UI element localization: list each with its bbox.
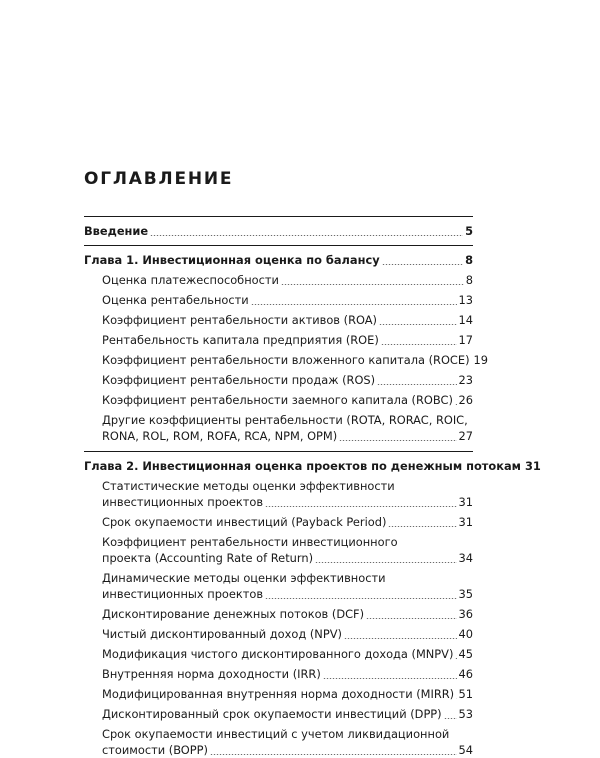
leader-dots [455, 404, 457, 405]
toc-entry-page: 31 [459, 514, 474, 530]
toc-entry-page: 54 [459, 742, 474, 758]
toc-heading: ОГЛАВЛЕНИЕ [84, 169, 233, 189]
toc-entry-title-line1: Срок окупаемости инвестиций с учетом ликвидационной [102, 726, 473, 742]
leader-dots [344, 638, 457, 639]
toc-entry[interactable] [84, 332, 473, 348]
toc-entry[interactable] [84, 514, 473, 530]
toc-entry[interactable] [84, 392, 473, 408]
leader-dots [455, 658, 456, 659]
toc-entry-chapter-2[interactable] [84, 458, 473, 474]
toc-entry[interactable] [84, 372, 473, 388]
toc-entry[interactable] [84, 412, 473, 444]
toc-entry-page: 27 [459, 428, 474, 444]
toc-entry-page: 51 [459, 686, 474, 702]
toc-entry-page: 8 [465, 252, 473, 268]
toc-entry[interactable] [84, 272, 473, 288]
leader-dots [381, 344, 457, 345]
toc-entry-title: Оценка рентабельности [102, 292, 249, 308]
leader-dots [251, 304, 457, 305]
toc-entry-title: Оценка платежеспособности [102, 272, 279, 288]
toc-entry[interactable] [84, 626, 473, 642]
leader-dots [366, 618, 456, 619]
toc-entry[interactable] [84, 352, 473, 368]
toc-entry-title: инвестиционных проектов [102, 586, 263, 602]
leader-dots [388, 526, 456, 527]
toc-entry-page: 13 [459, 292, 474, 308]
toc-entry-title-line1: Статистические методы оценки эффективности [102, 478, 473, 494]
toc-entry-chapter-1[interactable] [84, 252, 473, 268]
toc-entry-page: 19 [474, 352, 489, 368]
toc-entry-title: проекта (Accounting Rate of Return) [102, 550, 313, 566]
toc-entry-title: Дисконтирование денежных потоков (DCF) [102, 606, 364, 622]
toc-entry-title: Модифицированная внутренняя норма доходности (MIRR) [102, 686, 454, 702]
leader-dots [339, 440, 456, 441]
toc-entry-page: 45 [459, 646, 474, 662]
toc-entry-page: 53 [459, 706, 474, 722]
toc-entry-title: Дисконтированный срок окупаемости инвестиций (DPP) [102, 706, 442, 722]
leader-dots [210, 754, 457, 755]
leader-dots [265, 598, 456, 599]
toc-entry-page: 31 [525, 458, 541, 474]
toc-entry-title-line1: Другие коэффициенты рентабельности (ROTA, RORAC, ROIC, [102, 412, 473, 428]
toc-entry-title: Коэффициент рентабельности активов (ROA) [102, 312, 377, 328]
toc-entry-page: 36 [459, 606, 474, 622]
toc-entry-title: Внутренняя норма доходности (IRR) [102, 666, 321, 682]
toc-entry[interactable] [84, 570, 473, 602]
toc-entry-page: 35 [459, 586, 474, 602]
toc-entry-page: 14 [459, 312, 474, 328]
toc-entry-intro[interactable] [84, 223, 473, 239]
toc-entry-title: Срок окупаемости инвестиций (Payback Period) [102, 514, 386, 530]
toc-entry-title-line1: Динамические методы оценки эффективности [102, 570, 473, 586]
leader-dots [150, 235, 463, 236]
leader-dots [323, 678, 457, 679]
toc-entry-page: 26 [459, 392, 474, 408]
leader-dots [379, 324, 457, 325]
toc-entry-page: 31 [459, 494, 474, 510]
toc-entry-page: 17 [459, 332, 474, 348]
toc-entry-title: Рентабельность капитала предприятия (ROE) [102, 332, 379, 348]
toc-entry[interactable] [84, 312, 473, 328]
toc-entry[interactable] [84, 646, 473, 662]
toc-entry[interactable] [84, 666, 473, 682]
leader-dots [265, 506, 456, 507]
toc-entry-page: 40 [459, 626, 474, 642]
toc-entry-title: Введение [84, 223, 148, 239]
toc-entry-title: Чистый дисконтированный доход (NPV) [102, 626, 342, 642]
toc-entry-title: Коэффициент рентабельности заемного капитала (ROBC) [102, 392, 453, 408]
toc-entry-title-line1: Коэффициент рентабельности инвестиционного [102, 534, 473, 550]
toc-entry-title: Модификация чистого дисконтированного дохода (MNPV) [102, 646, 453, 662]
leader-dots [281, 284, 464, 285]
toc-entry[interactable] [84, 534, 473, 566]
toc-entry[interactable] [84, 292, 473, 308]
toc-entry-page: 46 [459, 666, 474, 682]
toc-entry-title: Глава 2. Инвестиционная оценка проектов по денежным потокам [84, 458, 521, 474]
toc-entry[interactable] [84, 478, 473, 510]
toc-entry-page: 8 [466, 272, 473, 288]
toc-entry[interactable] [84, 726, 473, 758]
toc-entry[interactable] [84, 686, 473, 702]
toc-entry[interactable] [84, 706, 473, 722]
toc-entry-title: Коэффициент рентабельности вложенного капитала (ROCE) [102, 352, 470, 368]
leader-dots [377, 384, 456, 385]
table-of-contents [84, 216, 473, 758]
toc-entry-page: 5 [465, 223, 473, 239]
toc-entry[interactable] [84, 606, 473, 622]
toc-entry-page: 23 [459, 372, 474, 388]
toc-entry-page: 34 [459, 550, 474, 566]
leader-dots [315, 562, 456, 563]
leader-dots [382, 264, 463, 265]
toc-entry-title: инвестиционных проектов [102, 494, 263, 510]
toc-entry-title: Коэффициент рентабельности продаж (ROS) [102, 372, 375, 388]
toc-entry-title: RONA, ROL, ROM, ROFA, RCA, NPM, OPM) [102, 428, 337, 444]
leader-dots [444, 718, 457, 719]
toc-entry-title: Глава 1. Инвестиционная оценка по балансу [84, 252, 380, 268]
toc-entry-title: стоимости (BOPP) [102, 742, 208, 758]
